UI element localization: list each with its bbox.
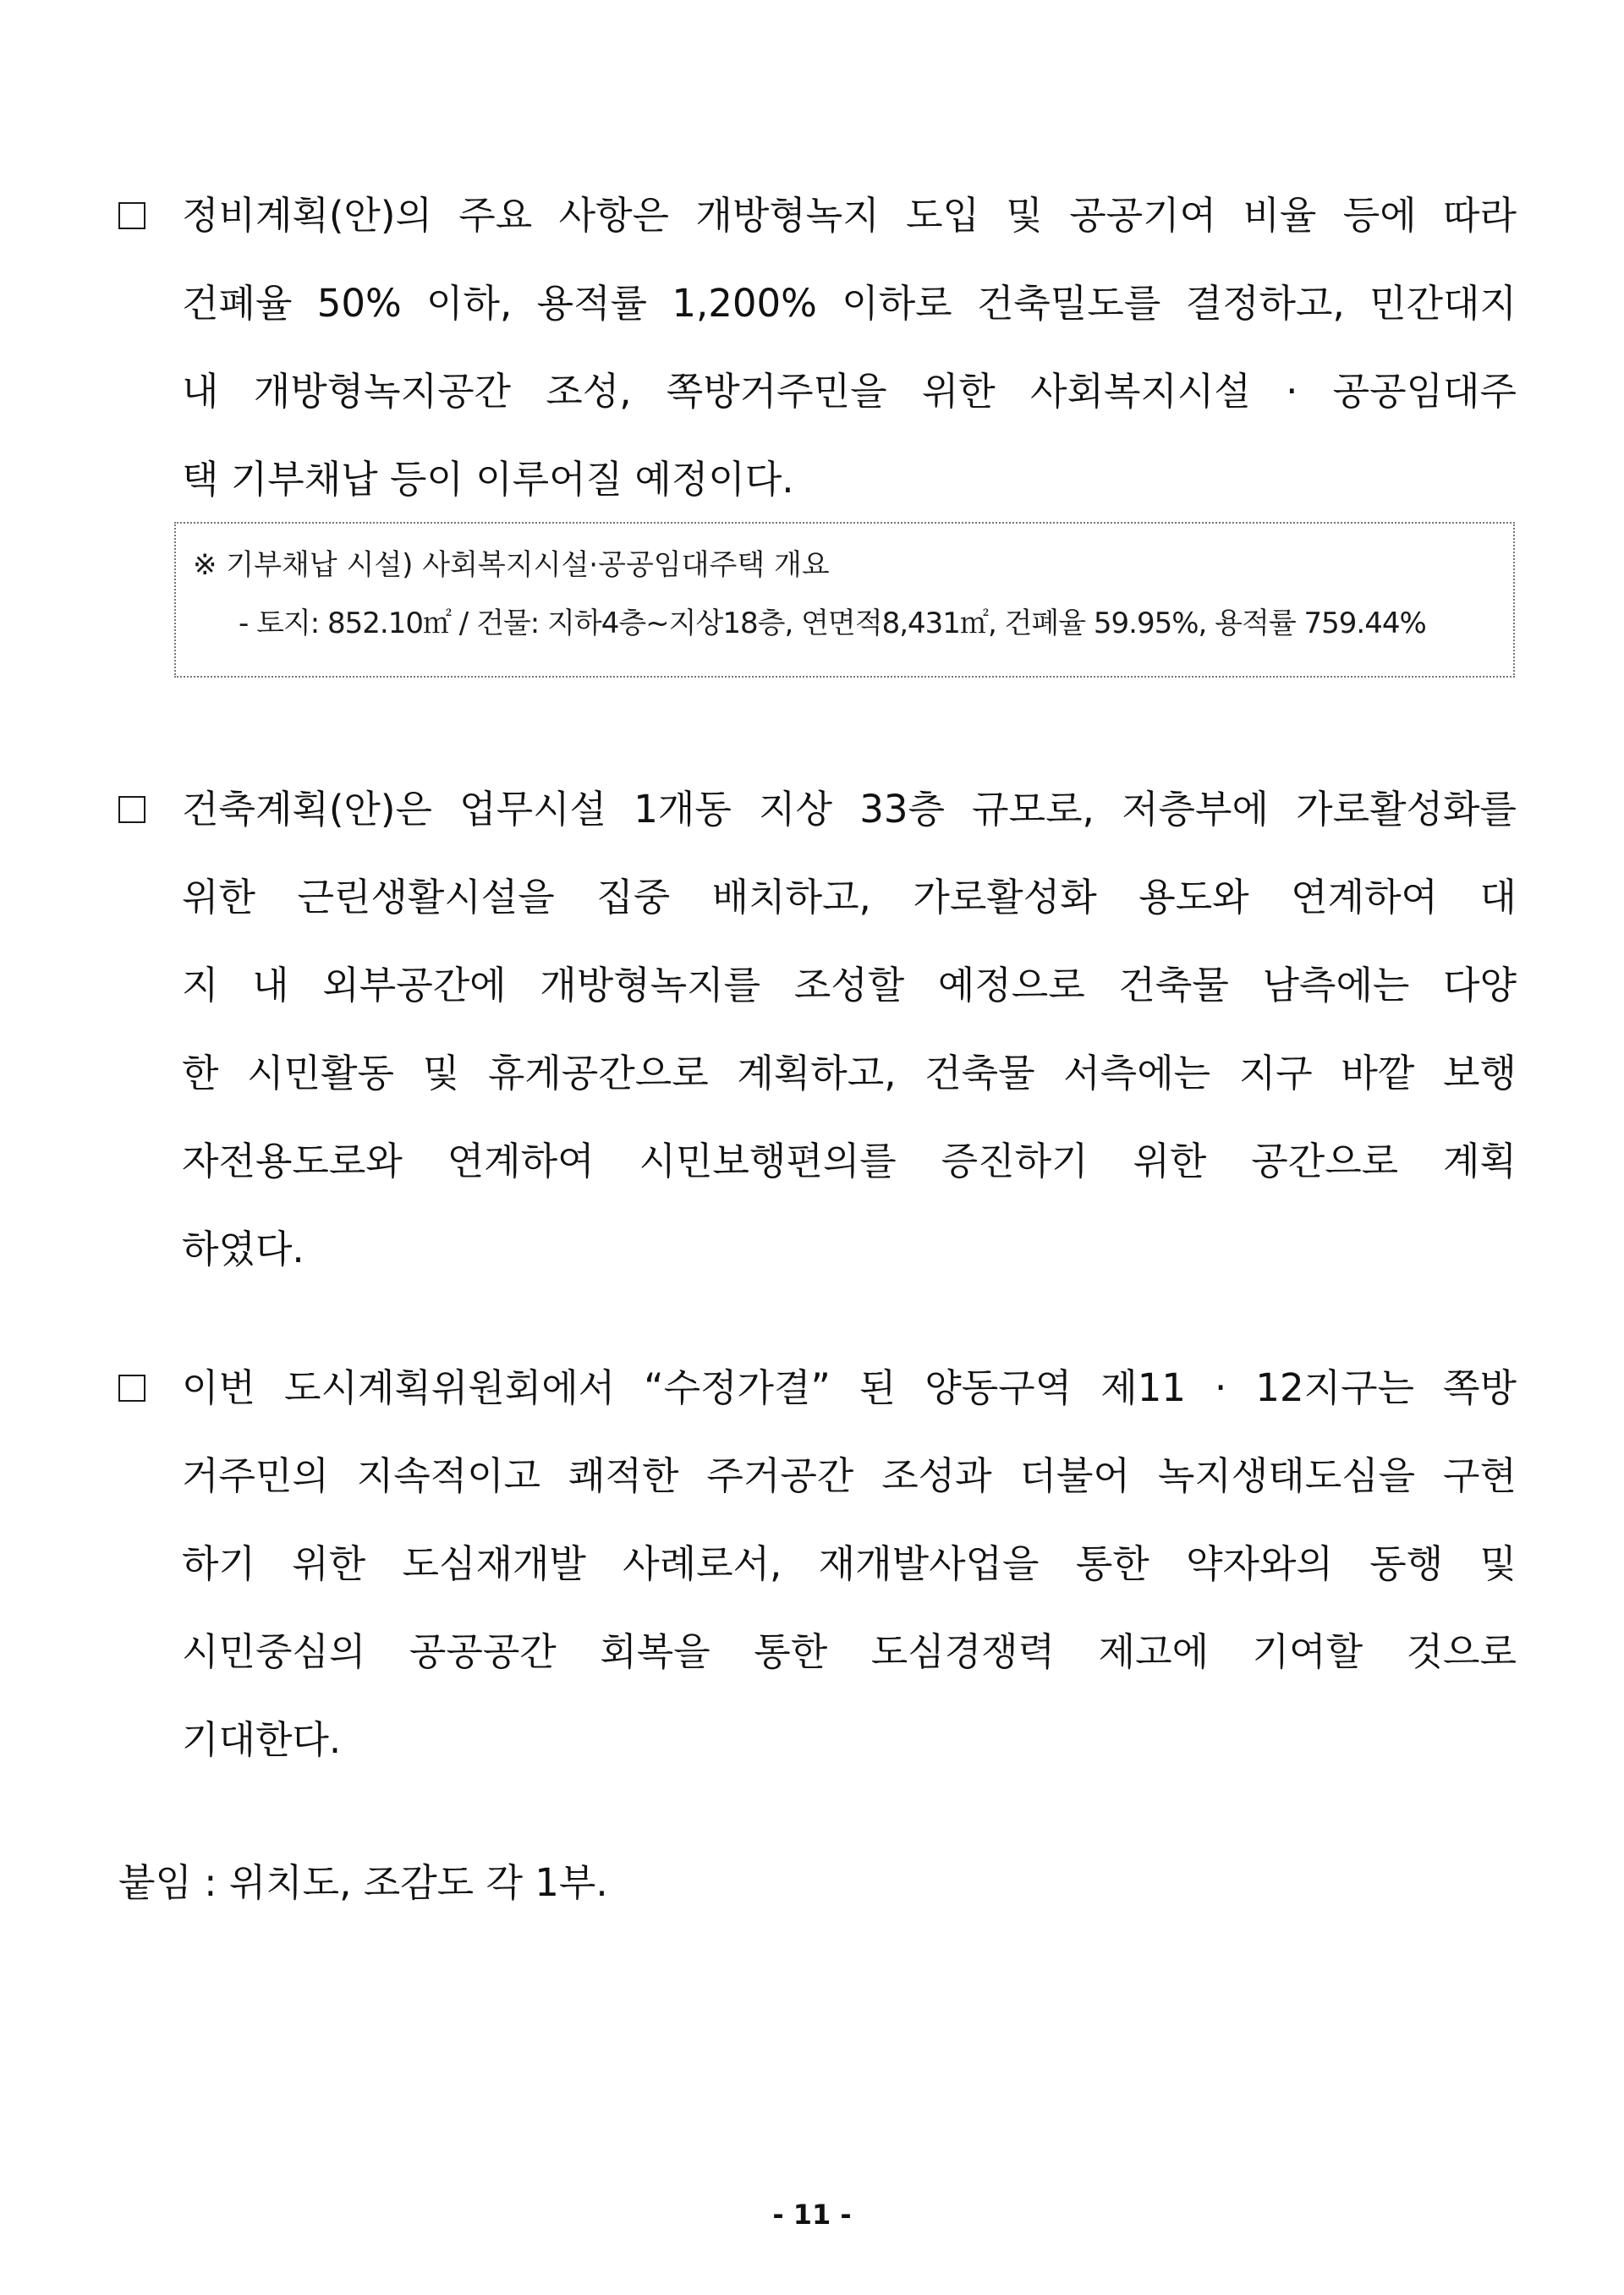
- text-line: 내 개방형녹지공간 조성, 쪽방거주민을 위한 사회복지시설 · 공공임대주: [182, 369, 1517, 414]
- note-detail: - 토지: 852.10㎡ / 건물: 지하4층~지상18층, 연면적8,431㎡, 건폐율 59.95%, 용적률 759.44%: [239, 607, 1426, 640]
- text-line: 기대한다.: [182, 1717, 342, 1762]
- text-line: 한 시민활동 및 휴게공간으로 계획하고, 건축물 서측에는 지구 바깥 보행: [182, 1051, 1517, 1095]
- text-line: 하기 위한 도심재개발 사례로서, 재개발사업을 통한 약자와의 동행 및: [182, 1541, 1517, 1586]
- text-line: 시민중심의 공공공간 회복을 통한 도심경쟁력 제고에 기여할 것으로: [182, 1629, 1517, 1674]
- page-number: - 11 -: [772, 2199, 852, 2231]
- text-line: 위한 근린생활시설을 집중 배치하고, 가로활성화 용도와 연계하여 대: [182, 875, 1517, 920]
- text-line: 거주민의 지속적이고 쾌적한 주거공간 조성과 더불어 녹지생태도심을 구현: [182, 1453, 1517, 1498]
- attachment-line: 붙임 : 위치도, 조감도 각 1부.: [118, 1860, 608, 1905]
- checkbox-bullet-icon: [118, 1375, 145, 1402]
- text-line: 자전용도로와 연계하여 시민보행편의를 증진하기 위한 공간으로 계획: [182, 1139, 1517, 1183]
- checkbox-bullet-icon: [118, 796, 145, 823]
- paragraph-text: [182, 188, 1517, 540]
- text-line: 지 내 외부공간에 개방형녹지를 조성할 예정으로 건축물 남측에는 다양: [182, 963, 1517, 1007]
- donation-facility-note: [174, 522, 1515, 678]
- text-line: 택 기부채납 등이 이루어질 예정이다.: [182, 457, 794, 502]
- text-line: 이번 도시계획위원회에서 “수정가결” 된 양동구역 제11 · 12지구는 쪽방: [182, 1365, 1517, 1410]
- text-line: 건축계획(안)은 업무시설 1개동 지상 33층 규모로, 저층부에 가로활성화를: [182, 787, 1517, 832]
- note-title: ※ 기부채납 시설) 사회복지시설·공공임대주택 개요: [193, 548, 830, 582]
- paragraph-text: [182, 782, 1517, 1309]
- paragraph-text: [182, 1360, 1517, 1800]
- text-line: 건폐율 50% 이하, 용적률 1,200% 이하로 건축밀도를 결정하고, 민간대지: [182, 281, 1517, 326]
- text-line: 정비계획(안)의 주요 사항은 개방형녹지 도입 및 공공기여 비율 등에 따라: [182, 193, 1517, 238]
- checkbox-bullet-icon: [118, 202, 145, 229]
- text-line: 하였다.: [182, 1227, 304, 1271]
